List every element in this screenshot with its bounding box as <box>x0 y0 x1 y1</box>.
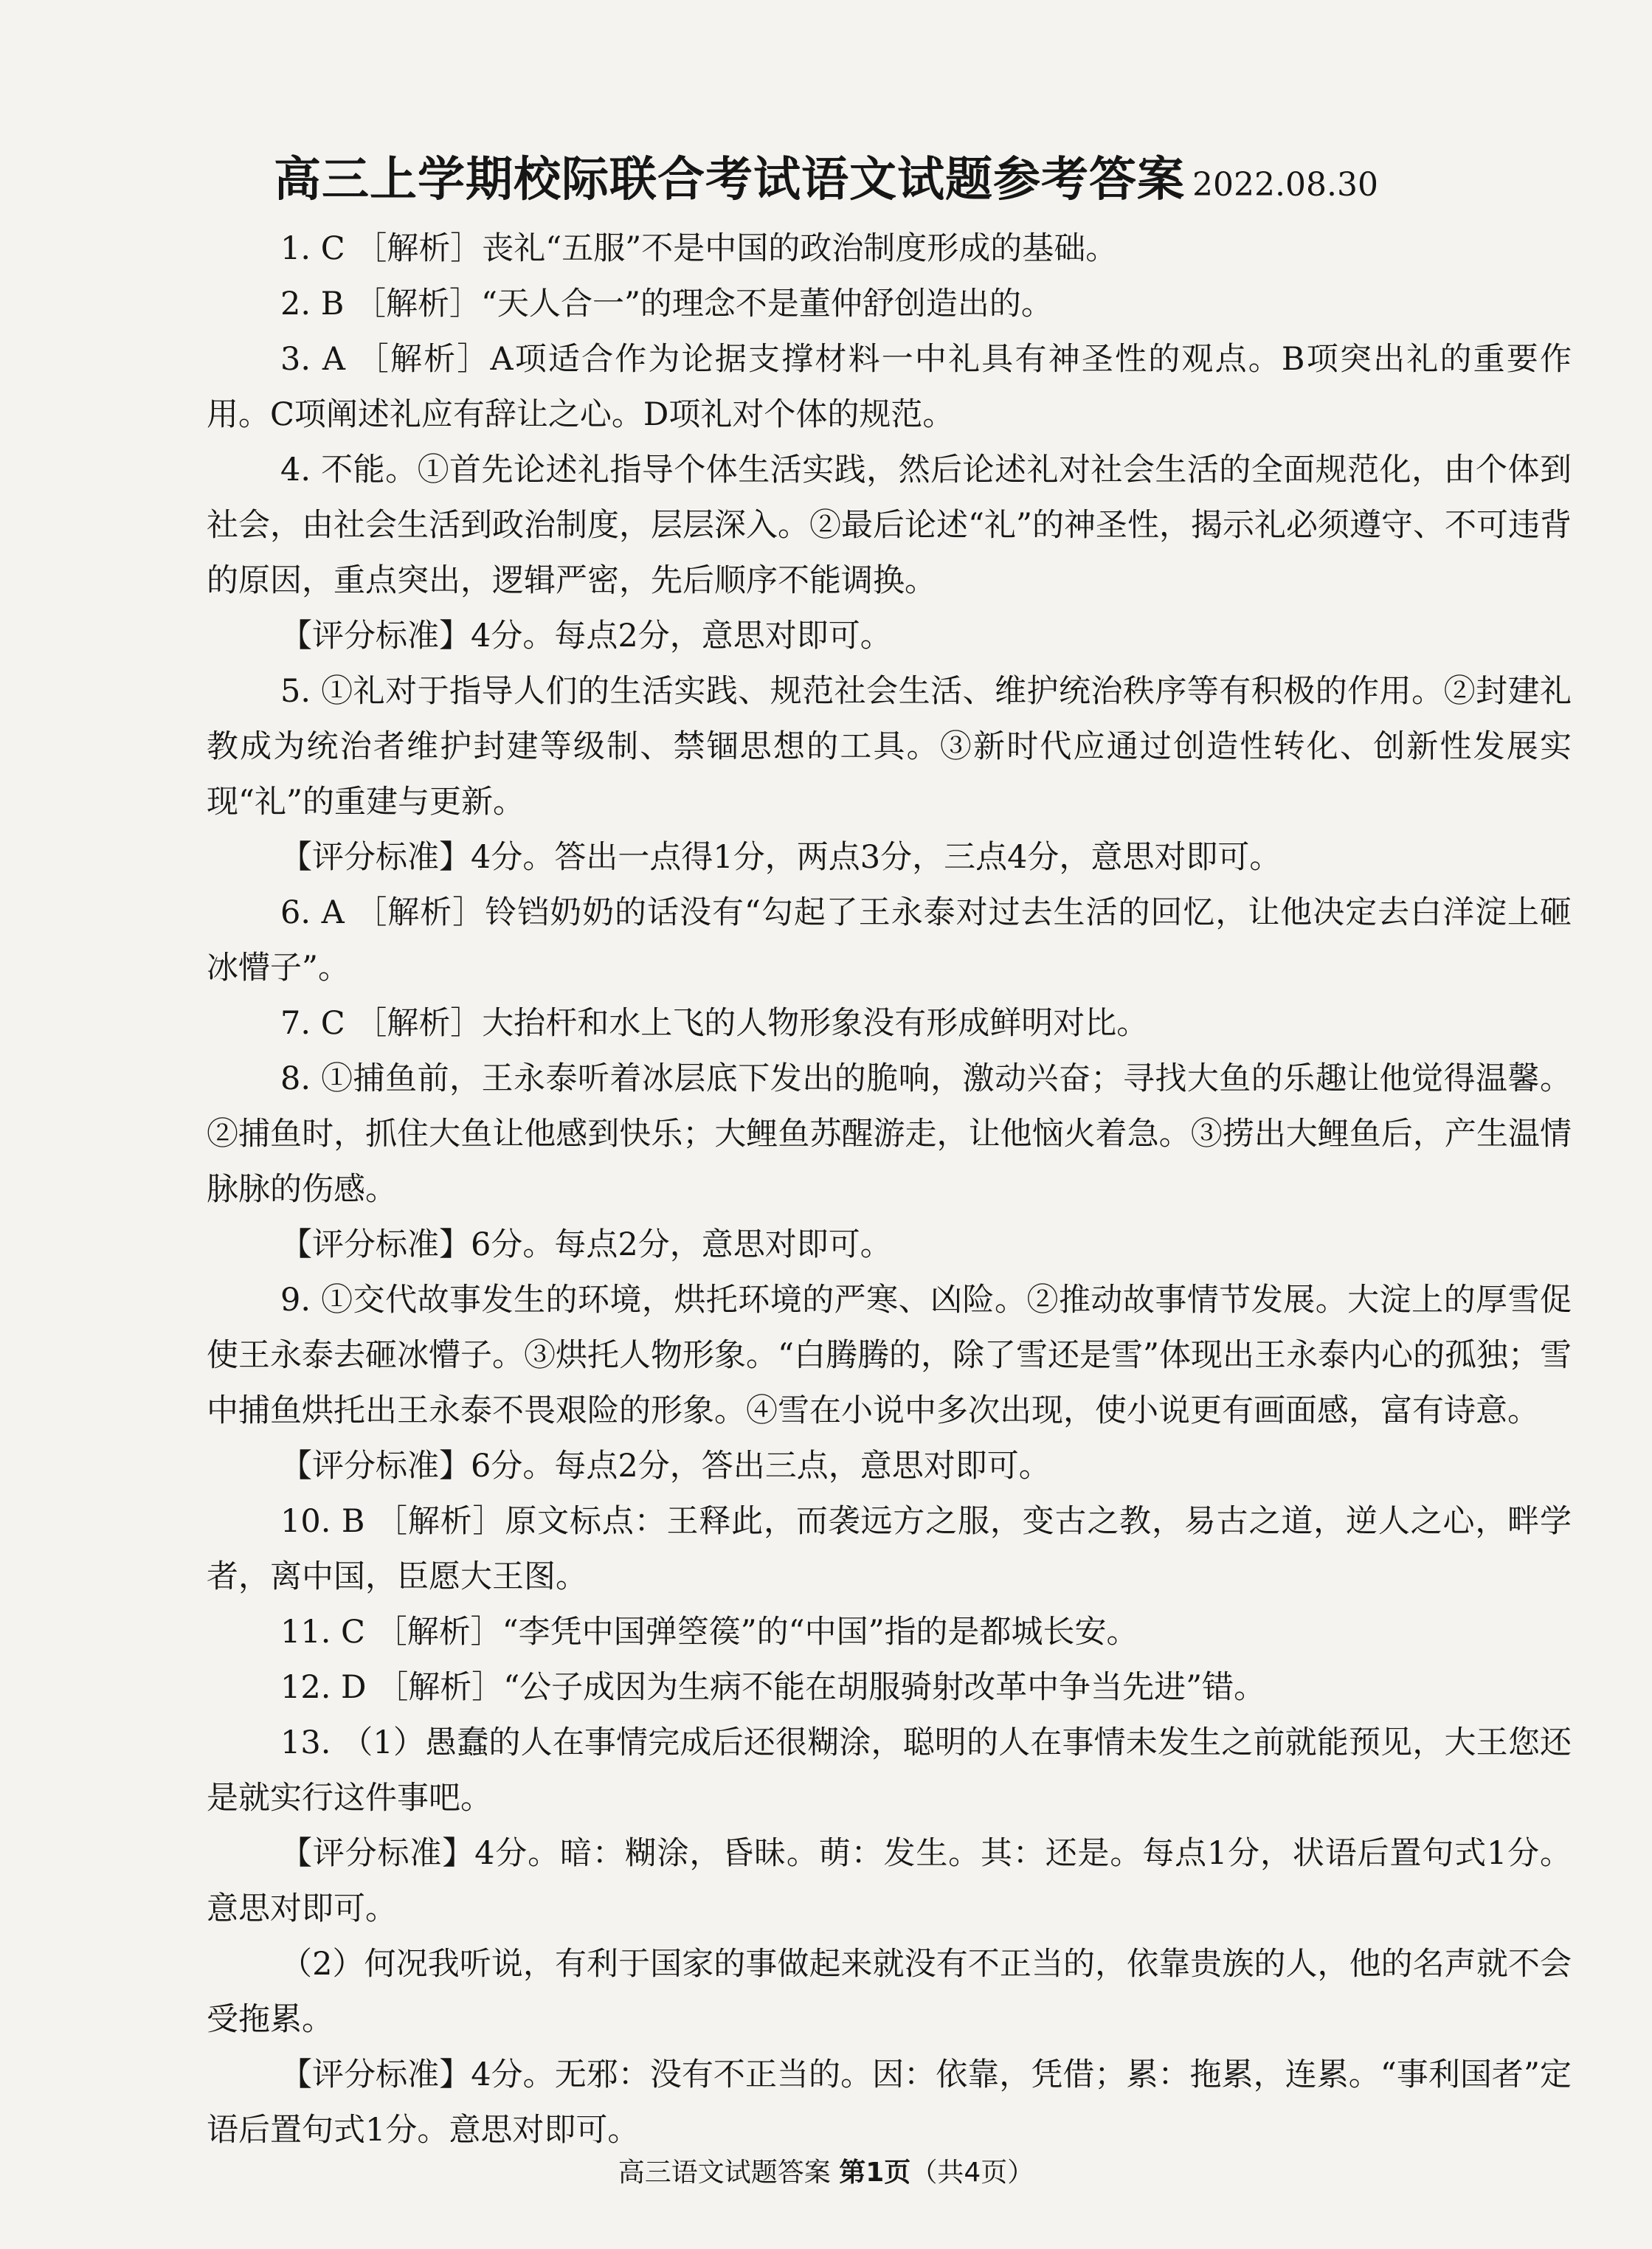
answer-1: 1. C ［解析］丧礼“五服”不是中国的政治制度形成的基础。 <box>280 230 1118 267</box>
answer-11: 11. C ［解析］“李凭中国弹箜篌”的“中国”指的是都城长安。 <box>280 1614 1138 1651</box>
answer-7: 7. C ［解析］大抬杆和水上飞的人物形象没有形成鲜明对比。 <box>280 1005 1149 1042</box>
scoring-9: 【评分标准】6分。每点2分，答出三点，意思对即可。 <box>280 1448 1051 1485</box>
scoring-13-2: 【评分标准】4分。无邪：没有不正当的。因：依靠，凭借；累：拖累，连累。“事利国者”定语后置句式1分。意思对即可。 <box>207 2056 1572 2149</box>
title-text: 高三上学期校际联合考试语文试题参考答案 <box>274 152 1186 207</box>
answer-6: 6. A ［解析］铃铛奶奶的话没有“勾起了王永泰对过去生活的回忆，让他决定去白洋淀上砸冰懵子”。 <box>207 894 1572 987</box>
answer-4: 4. 不能。①首先论述礼指导个体生活实践，然后论述礼对社会生活的全面规范化，由个体到社会，由社会生活到政治制度，层层深入。②最后论述“礼”的神圣性，揭示礼必须遵守、不可违背的原因，重点突出，逻辑严密，先后顺序不能调换。 <box>207 452 1572 599</box>
answer-13-2: （2）何况我听说，有利于国家的事做起来就没有不正当的，依靠贵族的人，他的名声就不会受拖累。 <box>207 1946 1572 2038</box>
scoring-8: 【评分标准】6分。每点2分，意思对即可。 <box>280 1226 892 1263</box>
answer-10: 10. B ［解析］原文标点：王释此，而袭远方之服，变古之教，易古之道，逆人之心，畔学者，离中国，臣愿大王图。 <box>207 1503 1572 1595</box>
scoring-13-1: 【评分标准】4分。暗：糊涂，昏昧。萌：发生。其：还是。每点1分，状语后置句式1分。意思对即可。 <box>207 1835 1572 1927</box>
page-footer <box>0 2152 1652 2189</box>
answer-9: 9. ①交代故事发生的环境，烘托环境的严寒、凶险。②推动故事情节发展。大淀上的厚雪促使王永泰去砸冰懵子。③烘托人物形象。“白腾腾的，除了雪还是雪”体现出王永泰内心的孤独；雪中捕鱼烘托出王永泰不畏艰险的形象。④雪在小说中多次出现，使小说更有画面感，富有诗意。 <box>207 1282 1572 1429</box>
answer-13-1: 13. （1）愚蠢的人在事情完成后还很糊涂，聪明的人在事情未发生之前就能预见，大王您还是就实行这件事吧。 <box>207 1724 1572 1817</box>
scoring-4: 【评分标准】4分。每点2分，意思对即可。 <box>280 618 892 654</box>
footer-page-number: 第1页 <box>839 2158 911 2188</box>
scoring-5: 【评分标准】4分。答出一点得1分，两点3分，三点4分，意思对即可。 <box>280 839 1282 876</box>
answer-12: 12. D ［解析］“公子成因为生病不能在胡服骑射改革中争当先进”错。 <box>280 1669 1266 1706</box>
footer-subject: 高三语文试题答案 <box>618 2158 831 2188</box>
answer-2: 2. B ［解析］“天人合一”的理念不是董仲舒创造出的。 <box>280 286 1053 322</box>
title-date: 2022.08.30 <box>1192 166 1378 204</box>
answer-body <box>207 221 1572 2158</box>
answer-3: 3. A ［解析］A项适合作为论据支撑材料一中礼具有神圣性的观点。B项突出礼的重要作用。C项阐述礼应有辞让之心。D项礼对个体的规范。 <box>207 341 1572 433</box>
page-title <box>0 142 1652 210</box>
answer-5: 5. ①礼对于指导人们的生活实践、规范社会生活、维护统治秩序等有积极的作用。②封建礼教成为统治者维护封建等级制、禁锢思想的工具。③新时代应通过创造性转化、创新性发展实现“礼”的重建与更新。 <box>207 673 1572 821</box>
footer-total-pages: （共4页） <box>910 2158 1034 2188</box>
answer-8: 8. ①捕鱼前，王永泰听着冰层底下发出的脆响，激动兴奋；寻找大鱼的乐趣让他觉得温馨。②捕鱼时，抓住大鱼让他感到快乐；大鲤鱼苏醒游走，让他恼火着急。③捞出大鲤鱼后，产生温情脉脉的伤感。 <box>207 1060 1572 1208</box>
